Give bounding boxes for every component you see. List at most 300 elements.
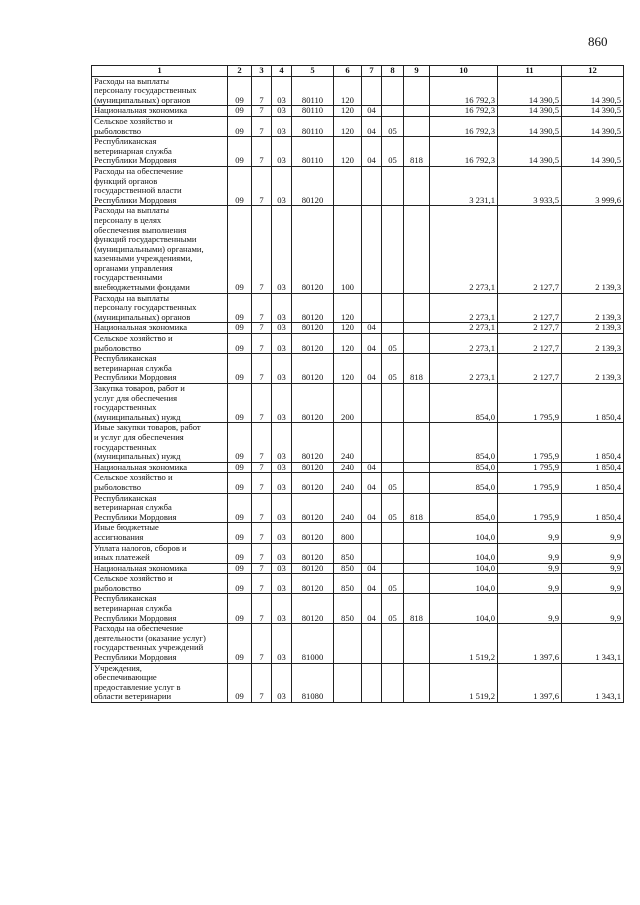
table-row: [92, 574, 624, 594]
code-subprogram: 03: [272, 473, 292, 493]
amount-year-1: 104,0: [430, 594, 498, 624]
amount-year-1: 16 792,3: [430, 137, 498, 167]
amount-year-1: 854,0: [430, 462, 498, 473]
amount-year-3: 9,9: [562, 594, 624, 624]
code-division: [362, 624, 382, 663]
code-direction: 80120: [292, 493, 334, 523]
amount-year-3: 2 139,3: [562, 293, 624, 323]
code-program: 7: [252, 323, 272, 334]
amount-year-1: 2 273,1: [430, 293, 498, 323]
code-direction: 80120: [292, 473, 334, 493]
code-direction: 80120: [292, 323, 334, 334]
code-division: 04: [362, 462, 382, 473]
amount-year-3: 14 390,5: [562, 137, 624, 167]
column-header: 12: [562, 66, 624, 77]
code-direction: 80120: [292, 543, 334, 563]
code-subprogram: 03: [272, 594, 292, 624]
code-division: 04: [362, 354, 382, 384]
code-section: 09: [228, 574, 252, 594]
code-expense-type: 240: [334, 423, 362, 462]
row-name: Национальная экономика: [92, 106, 228, 117]
row-name: Иные закупки товаров, работ и услуг для обеспечения государственных (муниципальных) нужд: [92, 423, 228, 462]
amount-year-3: 9,9: [562, 523, 624, 543]
amount-year-3: 2 139,3: [562, 334, 624, 354]
amount-year-2: 9,9: [498, 543, 562, 563]
table-row: [92, 166, 624, 205]
table-row: [92, 594, 624, 624]
table-header-row: [92, 66, 624, 77]
code-section: 09: [228, 624, 252, 663]
code-subdivision: 05: [382, 116, 404, 136]
code-expense-type: [334, 624, 362, 663]
row-name: Национальная экономика: [92, 563, 228, 574]
code-ministry: 818: [404, 493, 430, 523]
code-subdivision: [382, 423, 404, 462]
amount-year-1: 854,0: [430, 384, 498, 423]
row-name: Расходы на выплаты персоналу государственных (муниципальных) органов: [92, 293, 228, 323]
code-subprogram: 03: [272, 166, 292, 205]
code-division: [362, 523, 382, 543]
code-ministry: [404, 293, 430, 323]
code-subprogram: 03: [272, 206, 292, 293]
code-division: 04: [362, 106, 382, 117]
code-division: [362, 543, 382, 563]
code-expense-type: 850: [334, 543, 362, 563]
code-section: 09: [228, 116, 252, 136]
code-division: [362, 384, 382, 423]
code-subprogram: 03: [272, 354, 292, 384]
code-section: 09: [228, 323, 252, 334]
code-subdivision: [382, 462, 404, 473]
code-ministry: [404, 574, 430, 594]
code-direction: 80120: [292, 563, 334, 574]
code-direction: 80120: [292, 293, 334, 323]
code-division: 04: [362, 493, 382, 523]
column-header: 8: [382, 66, 404, 77]
row-name: Учреждения, обеспечивающие предоставление услуг в области ветеринарии: [92, 663, 228, 702]
code-direction: 80120: [292, 354, 334, 384]
code-ministry: [404, 116, 430, 136]
code-program: 7: [252, 206, 272, 293]
amount-year-1: 854,0: [430, 423, 498, 462]
row-name: Республиканская ветеринарная служба Республики Мордовия: [92, 354, 228, 384]
amount-year-2: 1 397,6: [498, 663, 562, 702]
code-ministry: 818: [404, 354, 430, 384]
code-ministry: [404, 462, 430, 473]
code-ministry: [404, 106, 430, 117]
code-program: 7: [252, 166, 272, 205]
amount-year-1: 104,0: [430, 543, 498, 563]
code-program: 7: [252, 574, 272, 594]
amount-year-3: 14 390,5: [562, 116, 624, 136]
amount-year-2: 14 390,5: [498, 137, 562, 167]
code-subdivision: 05: [382, 574, 404, 594]
amount-year-2: 2 127,7: [498, 293, 562, 323]
code-subdivision: [382, 76, 404, 106]
code-program: 7: [252, 543, 272, 563]
budget-table: [91, 65, 624, 703]
table-row: [92, 106, 624, 117]
code-expense-type: 240: [334, 473, 362, 493]
code-subdivision: [382, 323, 404, 334]
code-subdivision: 05: [382, 493, 404, 523]
code-division: 04: [362, 563, 382, 574]
amount-year-1: 16 792,3: [430, 116, 498, 136]
row-name: Республиканская ветеринарная служба Республики Мордовия: [92, 594, 228, 624]
code-expense-type: 120: [334, 106, 362, 117]
code-subprogram: 03: [272, 663, 292, 702]
code-expense-type: 850: [334, 594, 362, 624]
code-ministry: [404, 663, 430, 702]
amount-year-2: 14 390,5: [498, 106, 562, 117]
code-subprogram: 03: [272, 116, 292, 136]
code-subprogram: 03: [272, 334, 292, 354]
amount-year-3: 3 999,6: [562, 166, 624, 205]
code-expense-type: 120: [334, 76, 362, 106]
code-section: 09: [228, 137, 252, 167]
code-subprogram: 03: [272, 574, 292, 594]
code-expense-type: 240: [334, 493, 362, 523]
amount-year-2: 1 795,9: [498, 384, 562, 423]
code-expense-type: 120: [334, 137, 362, 167]
code-direction: 80110: [292, 76, 334, 106]
code-direction: 80120: [292, 206, 334, 293]
code-direction: 80120: [292, 462, 334, 473]
table-body: [92, 76, 624, 702]
code-direction: 80110: [292, 116, 334, 136]
column-header: 4: [272, 66, 292, 77]
code-subdivision: 05: [382, 137, 404, 167]
row-name: Республиканская ветеринарная служба Республики Мордовия: [92, 493, 228, 523]
code-subprogram: 03: [272, 323, 292, 334]
amount-year-1: 2 273,1: [430, 323, 498, 334]
amount-year-3: 1 850,4: [562, 493, 624, 523]
row-name: Уплата налогов, сборов и иных платежей: [92, 543, 228, 563]
amount-year-3: 2 139,3: [562, 206, 624, 293]
row-name: Иные бюджетные ассигнования: [92, 523, 228, 543]
code-ministry: [404, 384, 430, 423]
code-expense-type: 120: [334, 334, 362, 354]
amount-year-2: 1 795,9: [498, 473, 562, 493]
code-direction: 80120: [292, 574, 334, 594]
code-ministry: [404, 563, 430, 574]
amount-year-2: 2 127,7: [498, 323, 562, 334]
amount-year-2: 2 127,7: [498, 206, 562, 293]
table-row: [92, 423, 624, 462]
code-program: 7: [252, 624, 272, 663]
code-program: 7: [252, 594, 272, 624]
code-program: 7: [252, 334, 272, 354]
amount-year-1: 1 519,2: [430, 663, 498, 702]
code-expense-type: 850: [334, 574, 362, 594]
table-row: [92, 663, 624, 702]
amount-year-1: 854,0: [430, 473, 498, 493]
code-section: 09: [228, 106, 252, 117]
amount-year-3: 1 850,4: [562, 384, 624, 423]
code-direction: 80110: [292, 106, 334, 117]
code-direction: 80120: [292, 594, 334, 624]
code-ministry: [404, 334, 430, 354]
table-row: [92, 473, 624, 493]
code-direction: 81080: [292, 663, 334, 702]
table-row: [92, 354, 624, 384]
code-section: 09: [228, 206, 252, 293]
amount-year-3: 2 139,3: [562, 354, 624, 384]
row-name: Национальная экономика: [92, 323, 228, 334]
column-header: 6: [334, 66, 362, 77]
code-ministry: 818: [404, 137, 430, 167]
code-subprogram: 03: [272, 563, 292, 574]
code-program: 7: [252, 563, 272, 574]
row-name: Расходы на выплаты персоналу в целях обеспечения выполнения функций государственными (муниципальными) органами, казенными учреждениями, органами управления государственными внебюджетными фондами: [92, 206, 228, 293]
code-expense-type: 100: [334, 206, 362, 293]
amount-year-1: 104,0: [430, 523, 498, 543]
amount-year-2: 2 127,7: [498, 354, 562, 384]
amount-year-2: 14 390,5: [498, 116, 562, 136]
amount-year-3: 1 850,4: [562, 462, 624, 473]
code-direction: 80120: [292, 384, 334, 423]
code-subprogram: 03: [272, 293, 292, 323]
column-header: 10: [430, 66, 498, 77]
row-name: Сельское хозяйство и рыболовство: [92, 574, 228, 594]
amount-year-3: 9,9: [562, 543, 624, 563]
code-subdivision: [382, 293, 404, 323]
code-division: [362, 293, 382, 323]
code-ministry: [404, 166, 430, 205]
code-direction: 80110: [292, 137, 334, 167]
code-expense-type: 120: [334, 323, 362, 334]
code-program: 7: [252, 523, 272, 543]
code-ministry: [404, 624, 430, 663]
code-subdivision: 05: [382, 334, 404, 354]
code-section: 09: [228, 543, 252, 563]
code-division: 04: [362, 473, 382, 493]
code-direction: 80120: [292, 334, 334, 354]
code-direction: 80120: [292, 523, 334, 543]
row-name: Расходы на обеспечение деятельности (оказание услуг) государственных учреждений Республики Мордовия: [92, 624, 228, 663]
code-expense-type: 120: [334, 293, 362, 323]
row-name: Расходы на обеспечение функций органов государственной власти Республики Мордовия: [92, 166, 228, 205]
code-section: 09: [228, 663, 252, 702]
code-subdivision: 05: [382, 354, 404, 384]
amount-year-3: 1 850,4: [562, 473, 624, 493]
column-header: 5: [292, 66, 334, 77]
code-program: 7: [252, 106, 272, 117]
amount-year-1: 2 273,1: [430, 206, 498, 293]
code-section: 09: [228, 594, 252, 624]
code-division: [362, 206, 382, 293]
code-ministry: [404, 76, 430, 106]
code-program: 7: [252, 293, 272, 323]
table-row: [92, 384, 624, 423]
amount-year-2: 9,9: [498, 563, 562, 574]
code-ministry: [404, 206, 430, 293]
amount-year-2: 9,9: [498, 523, 562, 543]
code-subprogram: 03: [272, 523, 292, 543]
code-expense-type: 850: [334, 563, 362, 574]
code-program: 7: [252, 137, 272, 167]
code-section: 09: [228, 423, 252, 462]
column-header: 9: [404, 66, 430, 77]
code-ministry: [404, 543, 430, 563]
code-expense-type: 120: [334, 116, 362, 136]
code-program: 7: [252, 354, 272, 384]
amount-year-3: 14 390,5: [562, 76, 624, 106]
column-header: 7: [362, 66, 382, 77]
amount-year-3: 14 390,5: [562, 106, 624, 117]
code-division: 04: [362, 574, 382, 594]
code-subdivision: [382, 384, 404, 423]
code-program: 7: [252, 473, 272, 493]
amount-year-3: 1 343,1: [562, 624, 624, 663]
row-name: Сельское хозяйство и рыболовство: [92, 116, 228, 136]
amount-year-1: 16 792,3: [430, 106, 498, 117]
amount-year-2: 1 397,6: [498, 624, 562, 663]
code-section: 09: [228, 293, 252, 323]
amount-year-1: 2 273,1: [430, 334, 498, 354]
table-row: [92, 76, 624, 106]
code-expense-type: 200: [334, 384, 362, 423]
code-division: 04: [362, 594, 382, 624]
code-subprogram: 03: [272, 137, 292, 167]
amount-year-1: 2 273,1: [430, 354, 498, 384]
code-subprogram: 03: [272, 384, 292, 423]
code-section: 09: [228, 473, 252, 493]
code-subprogram: 03: [272, 493, 292, 523]
code-subdivision: [382, 206, 404, 293]
table-row: [92, 563, 624, 574]
amount-year-2: 1 795,9: [498, 462, 562, 473]
table-row: [92, 543, 624, 563]
code-section: 09: [228, 384, 252, 423]
code-section: 09: [228, 523, 252, 543]
amount-year-1: 104,0: [430, 574, 498, 594]
code-subdivision: [382, 523, 404, 543]
row-name: Республиканская ветеринарная служба Республики Мордовия: [92, 137, 228, 167]
amount-year-2: 14 390,5: [498, 76, 562, 106]
code-division: [362, 663, 382, 702]
code-section: 09: [228, 76, 252, 106]
amount-year-1: 104,0: [430, 563, 498, 574]
amount-year-3: 1 850,4: [562, 423, 624, 462]
amount-year-3: 1 343,1: [562, 663, 624, 702]
code-subdivision: [382, 663, 404, 702]
code-ministry: [404, 473, 430, 493]
amount-year-2: 1 795,9: [498, 493, 562, 523]
code-subdivision: [382, 624, 404, 663]
code-expense-type: [334, 663, 362, 702]
code-subdivision: [382, 543, 404, 563]
code-section: 09: [228, 354, 252, 384]
column-header: 11: [498, 66, 562, 77]
column-header: 1: [92, 66, 228, 77]
table-row: [92, 206, 624, 293]
code-section: 09: [228, 493, 252, 523]
code-subdivision: 05: [382, 594, 404, 624]
amount-year-3: 9,9: [562, 563, 624, 574]
code-division: 04: [362, 334, 382, 354]
table-row: [92, 493, 624, 523]
code-division: [362, 166, 382, 205]
code-direction: 80120: [292, 166, 334, 205]
amount-year-3: 9,9: [562, 574, 624, 594]
code-direction: 81000: [292, 624, 334, 663]
table-row: [92, 323, 624, 334]
code-section: 09: [228, 462, 252, 473]
row-name: Расходы на выплаты персоналу государственных (муниципальных) органов: [92, 76, 228, 106]
code-division: [362, 423, 382, 462]
table-row: [92, 523, 624, 543]
row-name: Сельское хозяйство и рыболовство: [92, 473, 228, 493]
page-number: 860: [588, 34, 608, 49]
code-program: 7: [252, 423, 272, 462]
table-row: [92, 293, 624, 323]
code-subdivision: [382, 563, 404, 574]
table-row: [92, 137, 624, 167]
amount-year-2: 9,9: [498, 594, 562, 624]
code-program: 7: [252, 462, 272, 473]
column-header: 2: [228, 66, 252, 77]
code-expense-type: 800: [334, 523, 362, 543]
code-subprogram: 03: [272, 106, 292, 117]
code-section: 09: [228, 334, 252, 354]
code-subdivision: 05: [382, 473, 404, 493]
code-ministry: [404, 323, 430, 334]
code-subdivision: [382, 166, 404, 205]
amount-year-1: 854,0: [430, 493, 498, 523]
table-row: [92, 624, 624, 663]
code-ministry: [404, 523, 430, 543]
row-name: Закупка товаров, работ и услуг для обеспечения государственных (муниципальных) нужд: [92, 384, 228, 423]
amount-year-2: 3 933,5: [498, 166, 562, 205]
amount-year-1: 1 519,2: [430, 624, 498, 663]
table-row: [92, 334, 624, 354]
code-subprogram: 03: [272, 423, 292, 462]
amount-year-1: 16 792,3: [430, 76, 498, 106]
code-direction: 80120: [292, 423, 334, 462]
code-division: 04: [362, 137, 382, 167]
code-section: 09: [228, 563, 252, 574]
amount-year-2: 1 795,9: [498, 423, 562, 462]
code-expense-type: [334, 166, 362, 205]
amount-year-2: 2 127,7: [498, 334, 562, 354]
column-header: 3: [252, 66, 272, 77]
row-name: Сельское хозяйство и рыболовство: [92, 334, 228, 354]
code-subprogram: 03: [272, 543, 292, 563]
code-program: 7: [252, 663, 272, 702]
code-division: 04: [362, 116, 382, 136]
code-division: [362, 76, 382, 106]
amount-year-2: 9,9: [498, 574, 562, 594]
table-row: [92, 116, 624, 136]
table-row: [92, 462, 624, 473]
code-program: 7: [252, 493, 272, 523]
amount-year-3: 2 139,3: [562, 323, 624, 334]
code-subprogram: 03: [272, 462, 292, 473]
code-division: 04: [362, 323, 382, 334]
code-subprogram: 03: [272, 76, 292, 106]
code-ministry: [404, 423, 430, 462]
code-subdivision: [382, 106, 404, 117]
code-expense-type: 240: [334, 462, 362, 473]
code-program: 7: [252, 116, 272, 136]
code-ministry: 818: [404, 594, 430, 624]
code-subprogram: 03: [272, 624, 292, 663]
row-name: Национальная экономика: [92, 462, 228, 473]
code-program: 7: [252, 384, 272, 423]
amount-year-1: 3 231,1: [430, 166, 498, 205]
code-expense-type: 120: [334, 354, 362, 384]
